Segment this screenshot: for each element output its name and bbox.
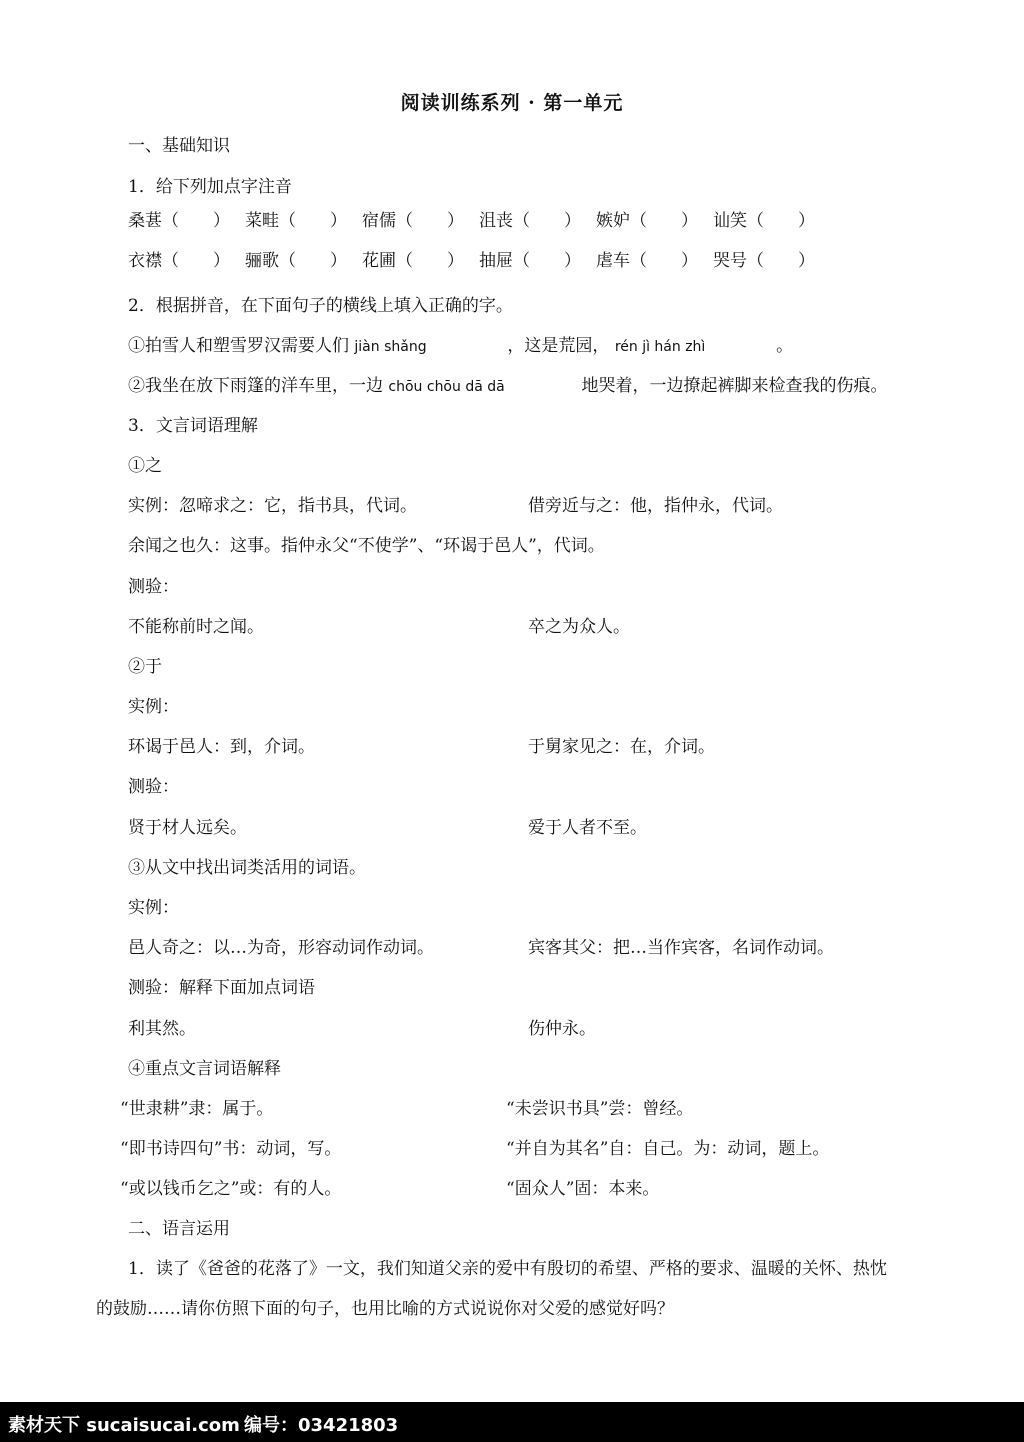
zhi-example-3: 余闻之也久：这事。指仲永父“不使学”、“环谒于邑人”，代词。 [128, 536, 605, 556]
word-item: 菜畦（ ） [245, 211, 347, 231]
cilei-example-2: 宾客其父：把…当作宾客，名词作动词。 [528, 938, 834, 958]
sentence-text: 。 [776, 336, 794, 356]
sentence-text: 地哭着，一边撩起裤脚来检查我的伤痕。 [581, 376, 888, 396]
word-item: 嫉妒（ ） [596, 211, 698, 231]
key-term-4: “并自为其名”自：自己。为：动词，题上。 [506, 1139, 830, 1159]
yu-test-label: 测验： [128, 777, 179, 797]
sentence-text: ，这是荒园， [507, 336, 610, 356]
word-item: 抽屉（ ） [479, 251, 581, 271]
subsection-yu-heading: ②于 [128, 657, 162, 677]
yu-test-1: 贤于材人远矣。 [128, 818, 247, 838]
subsection-cilei-heading: ③从文中找出词类活用的词语。 [128, 858, 366, 878]
language-question-1-line-1: 1．读了《爸爸的花落了》一文，我们知道父亲的爱中有殷切的希望、严格的要求、温暖的关怀、热忱 [128, 1259, 887, 1279]
watermark-footer-bar [0, 1402, 1024, 1442]
subsection-zhi-heading: ①之 [128, 456, 162, 476]
yu-example-label: 实例： [128, 697, 179, 717]
word-item: 宿儒（ ） [362, 211, 464, 231]
pinyin-prompt: jiàn shǎng [354, 339, 427, 355]
zhi-example-1: 实例：忽啼求之：它，指书具，代词。 [128, 496, 417, 516]
key-term-6: “固众人”固：本来。 [506, 1179, 660, 1199]
pinyin-prompt: chōu chōu dā dā [388, 379, 505, 395]
language-question-1-line-2: 的鼓励……请你仿照下面的句子，也用比喻的方式说说你对父爱的感觉好吗？ [96, 1299, 674, 1319]
question-2-label: 2．根据拼音，在下面句子的横线上填入正确的字。 [128, 296, 513, 316]
question-2-sentence-2 [128, 371, 888, 396]
yu-example-2: 于舅家见之：在，介词。 [528, 737, 715, 757]
pinyin-prompt: rén jì hán zhì [614, 339, 706, 355]
key-term-5: “或以钱币乞之”或：有的人。 [120, 1179, 342, 1199]
word-item: 沮丧（ ） [479, 211, 581, 231]
sentence-text: ①拍雪人和塑雪罗汉需要人们 [128, 336, 349, 356]
word-item: 桑葚（ ） [128, 211, 230, 231]
key-term-2: “未尝识书具”尝：曾经。 [506, 1099, 694, 1119]
key-term-1: “世隶耕”隶：属于。 [120, 1099, 274, 1119]
cilei-example-1: 邑人奇之：以…为奇，形容动词作动词。 [128, 938, 434, 958]
yu-test-2: 爱于人者不至。 [528, 818, 647, 838]
word-item: 骊歌（ ） [245, 251, 347, 271]
zhi-test-label: 测验： [128, 577, 179, 597]
watermark-code: 编号：03421803 [244, 1415, 399, 1436]
key-term-3: “即书诗四句”书：动词，写。 [120, 1139, 342, 1159]
word-item: 哭号（ ） [713, 251, 815, 271]
question-2-sentence-1 [128, 331, 793, 356]
zhi-example-2: 借旁近与之：他，指仲永，代词。 [528, 496, 783, 516]
word-item: 花圃（ ） [362, 251, 464, 271]
question-1-label: 1．给下列加点字注音 [128, 177, 292, 197]
watermark-brand: 素材天下 sucaisucai.com [8, 1415, 240, 1436]
word-item: 讪笑（ ） [713, 211, 815, 231]
page-title: 阅读训练系列 · 第一单元 [400, 92, 624, 114]
zhi-test-2: 卒之为众人。 [528, 617, 630, 637]
yu-example-1: 环谒于邑人：到，介词。 [128, 737, 315, 757]
pinyin-word-row-1 [128, 206, 830, 231]
word-item: 虐车（ ） [596, 251, 698, 271]
subsection-key-heading: ④重点文言词语解释 [128, 1059, 281, 1079]
sentence-text: ②我坐在放下雨篷的洋车里，一边 [128, 376, 383, 396]
cilei-example-label: 实例： [128, 898, 179, 918]
question-3-label: 3．文言词语理解 [128, 416, 258, 436]
section-heading-language: 二、语言运用 [128, 1219, 230, 1239]
zhi-test-1: 不能称前时之闻。 [128, 617, 264, 637]
cilei-test-2: 伤仲永。 [528, 1019, 596, 1039]
word-item: 衣襟（ ） [128, 251, 230, 271]
section-heading-basics: 一、基础知识 [128, 136, 230, 156]
cilei-test-1: 利其然。 [128, 1019, 196, 1039]
pinyin-word-row-2 [128, 246, 830, 271]
cilei-test-label: 测验：解释下面加点词语 [128, 978, 315, 998]
